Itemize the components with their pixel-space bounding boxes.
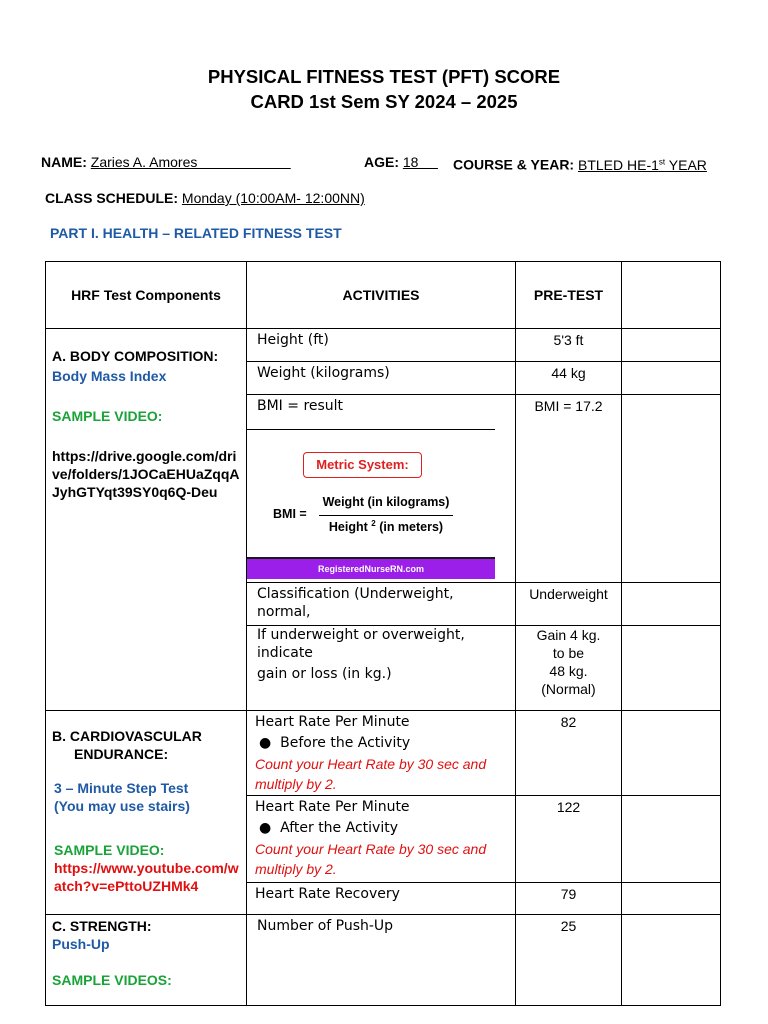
header-pretest: PRE-TEST	[516, 262, 622, 329]
blank-cell	[622, 711, 721, 796]
activity-hr-after: Heart Rate Per Minute ● After the Activity Count your Heart Rate by 30 sec and multiply by 2.	[247, 796, 516, 883]
header-activities: ACTIVITIES	[247, 262, 516, 329]
body-composition-video-label: SAMPLE VIDEO:	[52, 408, 163, 424]
blank-cell	[622, 626, 721, 711]
blank-cell	[622, 883, 721, 915]
cardio-subtitle: 3 – Minute Step Test	[54, 780, 189, 796]
name-row	[41, 153, 291, 171]
activity-weight: Weight (kilograms)	[247, 362, 516, 395]
schedule-row	[45, 189, 365, 207]
pretest-bmi: BMI = 17.2	[516, 395, 622, 583]
activity-classification: Classification (Underweight, normal,	[247, 583, 516, 626]
formula-bar	[319, 515, 453, 516]
age-row	[364, 153, 438, 171]
page-title-line1: PHYSICAL FITNESS TEST (PFT) SCORE	[207, 66, 561, 87]
pretest-gain-loss: Gain 4 kg. to be 48 kg. (Normal)	[516, 626, 622, 711]
activity-hr-before: Heart Rate Per Minute ● Before the Activity Count your Heart Rate by 30 sec and multiply by 2.	[247, 711, 516, 796]
pretest-classification: Underweight	[516, 583, 622, 626]
activity-bmi: BMI = result	[257, 398, 344, 414]
metric-system-label: Metric System:	[303, 452, 422, 478]
course-value: BTLED HE-1st YEAR	[577, 156, 707, 173]
formula-numerator: Weight (in kilograms)	[322, 495, 450, 509]
cardio-subtitle-2: (You may use stairs)	[54, 798, 190, 814]
name-value: Zaries A. Amores	[90, 154, 291, 170]
pft-table	[45, 261, 721, 1006]
age-label: AGE:	[364, 154, 399, 170]
cardio-title-2: ENDURANCE:	[74, 746, 169, 762]
cardio-video-label: SAMPLE VIDEO:	[54, 842, 165, 858]
blank-cell	[622, 395, 721, 583]
blank-cell	[622, 362, 721, 395]
schedule-value: Monday (10:00AM- 12:00NN)	[181, 190, 365, 206]
strength-video-label: SAMPLE VIDEOS:	[52, 972, 172, 988]
activity-pushup: Number of Push-Up	[247, 915, 516, 1006]
strength-subtitle: Push-Up	[52, 936, 110, 952]
cardio-cell	[46, 711, 247, 915]
formula-denominator: Height $^2$ (in meters)	[328, 519, 444, 535]
blank-cell	[622, 796, 721, 883]
table-header-row	[46, 262, 721, 329]
activity-hr-recovery: Heart Rate Recovery	[247, 883, 516, 915]
pretest-hr-before: 82	[516, 711, 622, 796]
body-composition-title: A. BODY COMPOSITION:	[52, 348, 219, 364]
pretest-pushup: 25	[516, 915, 622, 1006]
cardio-video-link[interactable]: https://www.youtube.com/watch?v=ePttoUZHMk4	[54, 860, 239, 894]
table-row	[46, 329, 721, 362]
activity-bmi-cell	[247, 395, 516, 583]
bmi-formula-image	[247, 415, 515, 577]
table-row	[46, 915, 721, 1006]
page-title-line2: CARD 1st Sem SY 2024 – 2025	[250, 91, 518, 112]
activity-height: Height (ft)	[247, 329, 516, 362]
pretest-hr-recovery: 79	[516, 883, 622, 915]
course-label: COURSE & YEAR:	[453, 156, 575, 173]
table-row	[46, 711, 721, 796]
bmi-divider	[247, 429, 495, 430]
course-row	[453, 153, 707, 174]
body-composition-video-link[interactable]: https://drive.google.com/drive/folders/1JOCaEHUaZqqAJyhGTYqt39SY0q6Q-Deu	[52, 448, 240, 500]
strength-cell	[46, 915, 247, 1006]
hr-note: Count your Heart Rate by 30 sec and multiply by 2.	[255, 841, 487, 877]
schedule-label: CLASS SCHEDULE:	[45, 190, 179, 206]
pretest-hr-after: 122	[516, 796, 622, 883]
name-label: NAME:	[41, 154, 87, 170]
age-value: 18	[402, 154, 438, 170]
hr-note: Count your Heart Rate by 30 sec and multiply by 2.	[255, 756, 487, 792]
source-banner: RegisteredNurseRN.com	[247, 557, 495, 579]
blank-cell	[622, 583, 721, 626]
pretest-weight: 44 kg	[516, 362, 622, 395]
header-blank	[622, 262, 721, 329]
cardio-title: B. CARDIOVASCULAR	[52, 728, 202, 744]
part1-heading: PART I. HEALTH – RELATED FITNESS TEST	[50, 225, 342, 241]
strength-title: C. STRENGTH:	[52, 918, 152, 934]
blank-cell	[622, 329, 721, 362]
activity-gain-loss: If underweight or overweight, indicate gain or loss (in kg.)	[247, 626, 516, 711]
blank-cell	[622, 915, 721, 1006]
header-components: HRF Test Components	[46, 262, 247, 329]
body-composition-subtitle: Body Mass Index	[52, 368, 167, 384]
pretest-height: 5'3 ft	[516, 329, 622, 362]
body-composition-cell	[46, 329, 247, 711]
formula-bmi-label: BMI =	[273, 507, 307, 521]
